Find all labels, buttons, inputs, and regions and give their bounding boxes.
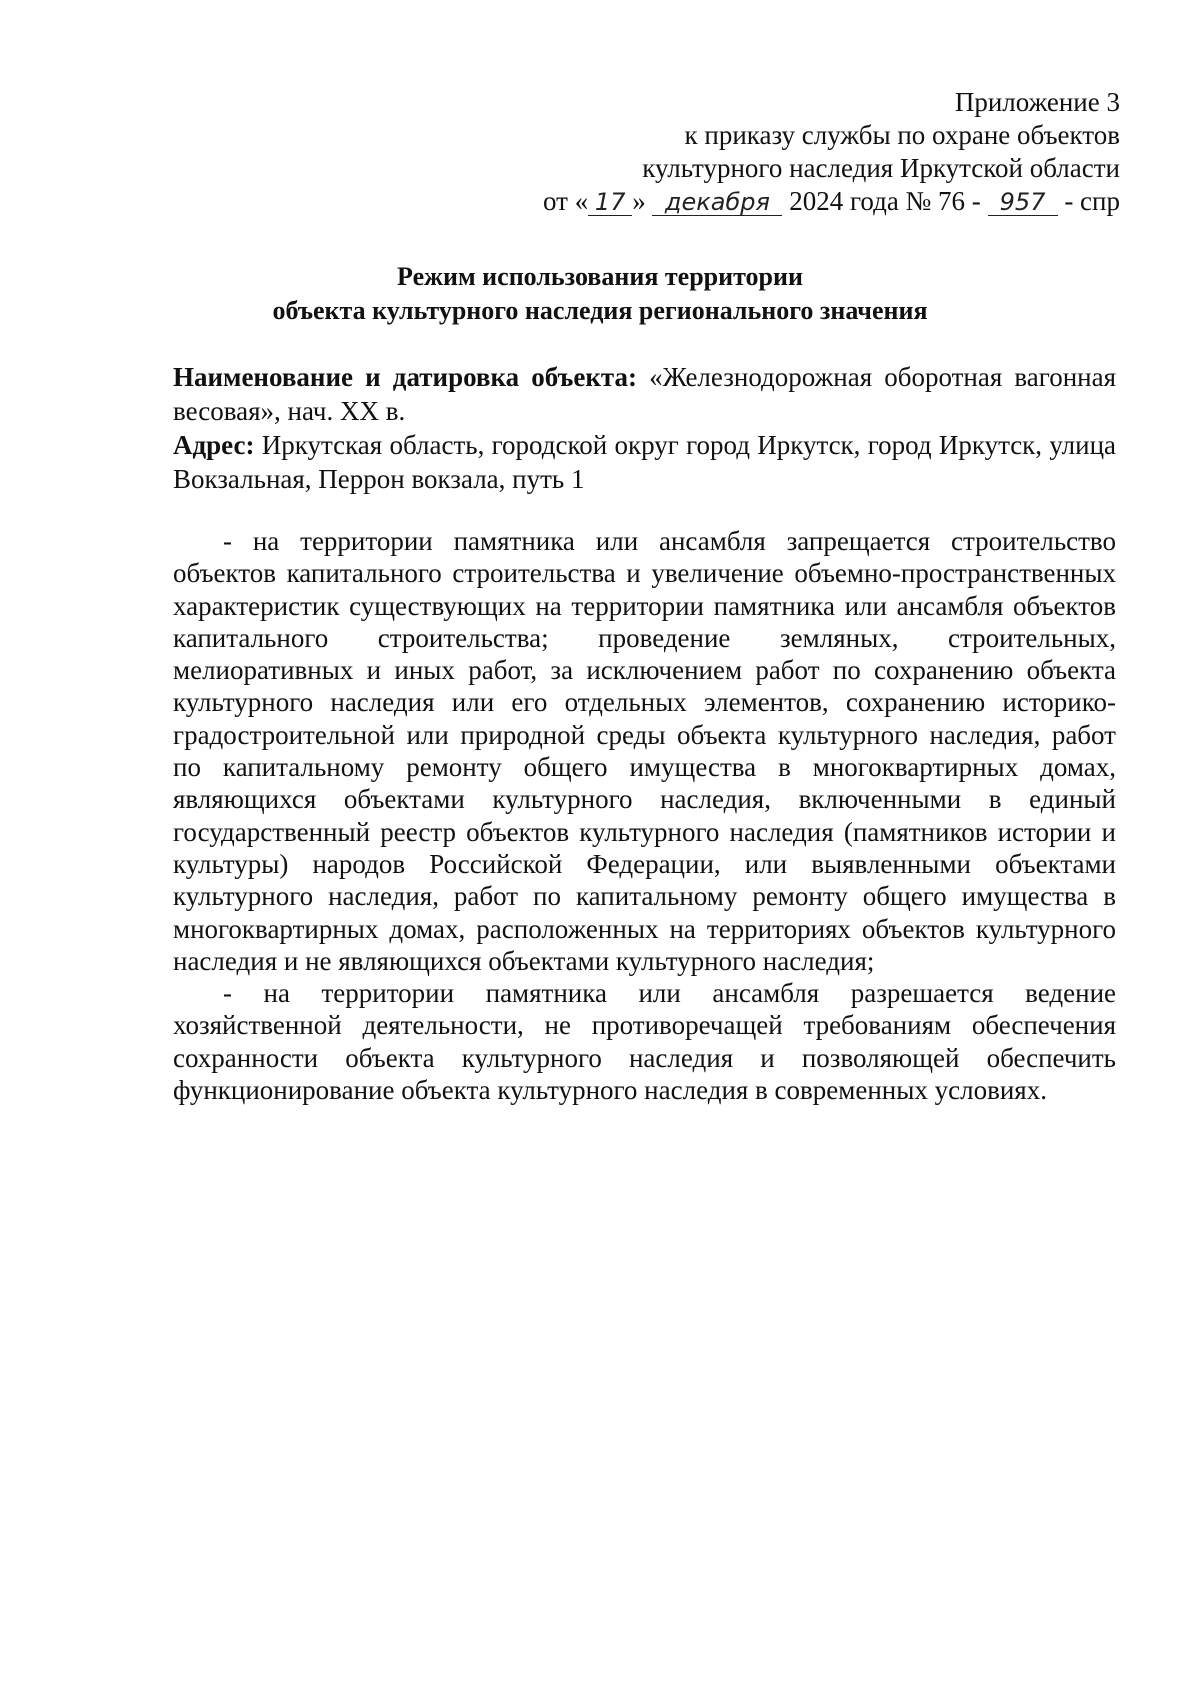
document-title <box>0 260 1200 328</box>
appendix-order-line: к приказу службы по охране объектов <box>684 120 1120 150</box>
object-address <box>173 428 1116 496</box>
object-address-label: Адрес: <box>173 430 255 460</box>
appendix-title: Приложение 3 <box>954 87 1120 117</box>
appendix-header <box>543 86 1120 218</box>
handwritten-number: 957 <box>988 189 1058 216</box>
object-name-label: Наименование и датировка объекта: <box>173 362 637 392</box>
object-name-value: «Железнодорожная оборотная вагонная весовая», нач. XX в. <box>173 362 1116 426</box>
regime-text <box>173 525 1116 1106</box>
order-suffix: - спр <box>1064 186 1120 216</box>
handwritten-month: декабря <box>652 189 782 216</box>
handwritten-day: 17 <box>588 189 632 216</box>
title-line-2: объекта культурного наследия регионального значения <box>272 296 928 325</box>
appendix-date-line <box>543 185 1120 218</box>
paragraph-permissions: - на территории памятника или ансамбля разрешается ведение хозяйственной деятельности, не противоречащей требованиям обеспечения сохранности объекта культурного наследия и позволяющей обеспечить функционирование объекта культурного наследия в современных условиях. <box>173 978 1116 1106</box>
appendix-service-line: культурного наследия Иркутской области <box>642 153 1120 183</box>
object-address-value: Иркутская область, городской округ город Иркутск, город Иркутск, улица Вокзальная, Перрон вокзала, путь 1 <box>173 430 1116 494</box>
paragraph-prohibitions: - на территории памятника или ансамбля запрещается строительство объектов капитального строительства и увеличение объемно-пространственных характеристик существующих на территории памятника или ансамбля объектов капитального строительства; проведение земляных, строительных, мелиоративных и иных работ, за исключением работ по сохранению объекта культурного наследия или его отдельных элементов, сохранению историко-градостроительной или природной среды объекта культурного наследия, работ по капитальному ремонту общего имущества в многоквартирных домах, являющихся объектами культурного наследия, включенными в единый государственный реестр объектов культурного наследия (памятников истории и культуры) народов Российской Федерации, или выявленными объектами культурного наследия, работ по капитальному ремонту общего имущества в многоквартирных домах, расположенных на территориях объектов культурного наследия и не являющихся объектами культурного наследия; <box>173 526 1116 976</box>
object-name <box>173 360 1116 428</box>
object-info <box>173 360 1116 496</box>
date-mid: » <box>632 186 646 216</box>
year-text: 2024 года № 76 - <box>789 186 981 216</box>
date-prefix: от « <box>543 186 589 216</box>
title-line-1: Режим использования территории <box>397 262 803 291</box>
